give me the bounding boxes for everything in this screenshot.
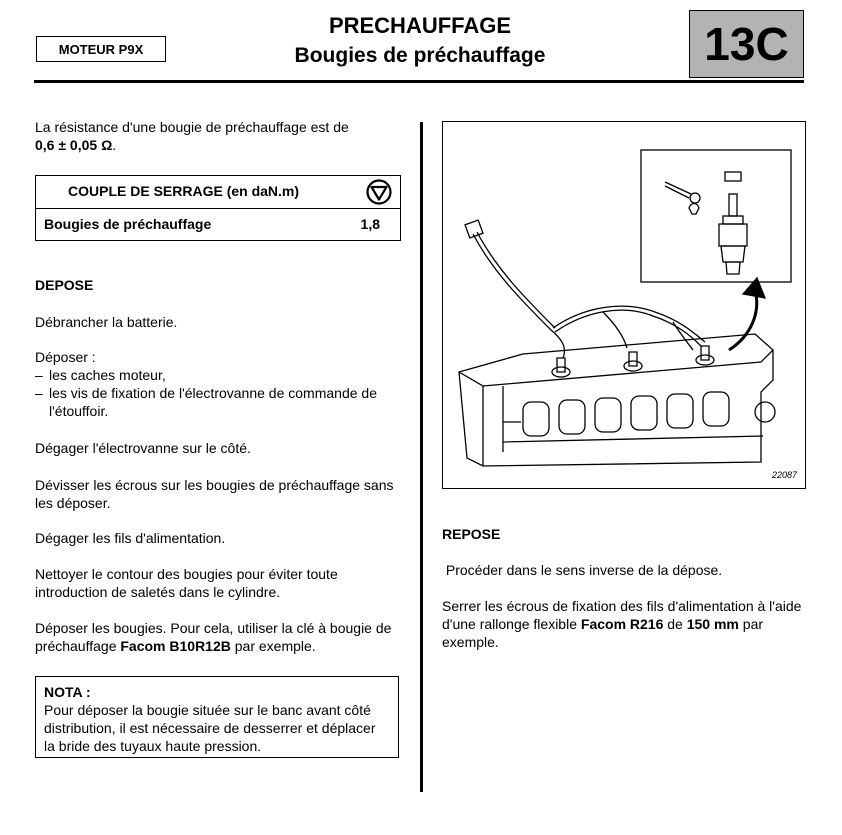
section-code-box <box>689 10 804 78</box>
torque-table <box>35 175 401 241</box>
repose-step-1: Procéder dans le sens inverse de la dépose. <box>442 562 723 578</box>
step-7-end: par exemple. <box>230 638 316 654</box>
torque-wrench-triangle-icon <box>366 179 392 205</box>
step-1: Débrancher la batterie. <box>35 314 178 330</box>
title-line-2: Bougies de préchauffage <box>294 44 546 67</box>
figure-box <box>442 121 806 489</box>
nota-box <box>35 676 399 758</box>
step-2 <box>35 348 405 420</box>
torque-header-row <box>36 176 400 209</box>
torque-row-label: Bougies de préchauffage <box>44 216 212 232</box>
repose-heading: REPOSE <box>442 526 501 542</box>
intro-value: 0,6 ± 0,05 Ω <box>35 137 113 153</box>
repose-step-2-mid: de <box>663 616 687 632</box>
page-title <box>240 12 600 72</box>
step-6: Nettoyer le contour des bougies pour éviter toute introduction de saletés dans le cylindre. <box>35 566 338 600</box>
cylinder-head-illustration <box>443 122 805 488</box>
column-divider <box>420 122 423 792</box>
figure-number: 22087 <box>771 470 797 480</box>
step-2-intro: Déposer : <box>35 349 96 365</box>
header-divider <box>34 80 804 83</box>
repose-step-2-tool: Facom R216 <box>580 616 664 632</box>
engine-label-box <box>36 36 166 62</box>
step-3: Dégager l'électrovanne sur le côté. <box>35 440 251 456</box>
depose-heading: DEPOSE <box>35 277 94 293</box>
section-code: 13C <box>704 18 789 70</box>
step-7-text: Déposer les bougies. Pour cela, utiliser la clé à bougie de préchauffage <box>35 620 392 654</box>
intro-paragraph <box>35 118 405 154</box>
step-4: Dévisser les écrous sur les bougies de préchauffage sans les déposer. <box>35 477 394 511</box>
repose-step-2 <box>442 597 806 651</box>
title-line-1: PRECHAUFFAGE <box>328 13 512 38</box>
intro-end: . <box>112 137 117 153</box>
repose-step-2-text: Serrer les écrous de fixation des fils d'alimentation à l'aide d'une rallonge flexible <box>442 598 802 632</box>
torque-row-value: 1,8 <box>360 216 380 232</box>
step-5: Dégager les fils d'alimentation. <box>35 530 226 546</box>
intro-text: La résistance d'une bougie de préchauffage est de <box>35 119 349 135</box>
list-item: – les vis de fixation de l'électrovanne de commande de l'étouffoir. <box>35 385 377 419</box>
repose-step-2-length: 150 mm <box>686 616 739 632</box>
step-7-tool: Facom B10R12B <box>120 638 231 654</box>
engine-label: MOTEUR P9X <box>58 41 144 57</box>
torque-header: COUPLE DE SERRAGE (en daN.m) <box>68 183 300 199</box>
nota-title: NOTA : <box>44 684 91 700</box>
step-2-list <box>35 366 405 420</box>
nota-text: Pour déposer la bougie située sur le banc avant côté distribution, il est nécessaire de desserrer et déplacer la bride des tuyaux haute pression. <box>44 702 376 754</box>
list-item: – les caches moteur, <box>35 367 166 383</box>
repose-step-2-end: par exemple. <box>442 616 764 650</box>
step-7 <box>35 619 405 655</box>
